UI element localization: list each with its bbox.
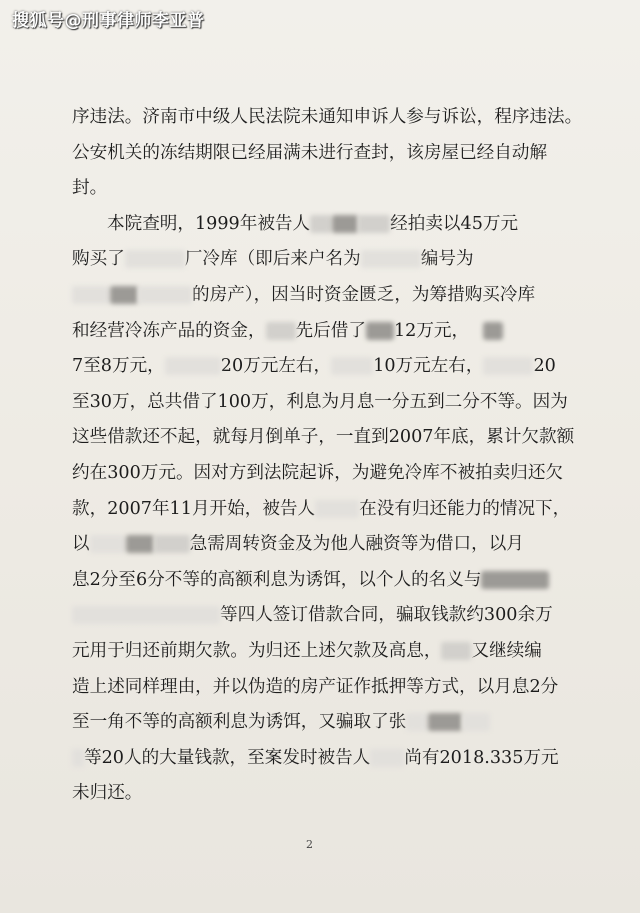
redaction [72, 286, 110, 304]
text-segment: 公安机关的冻结期限已经届满未进行查封，该房屋已经自动解 [72, 142, 548, 163]
redaction [332, 215, 358, 233]
text-line [72, 420, 575, 456]
text-segment: 等20人的大量钱款，至案发时被告人 [84, 747, 371, 768]
redaction [126, 535, 154, 553]
text-line [72, 634, 572, 670]
redaction [310, 215, 332, 233]
redaction [441, 642, 471, 660]
text-segment: 20 [533, 356, 556, 377]
redaction [266, 322, 296, 340]
text-line [72, 670, 572, 706]
redaction [483, 357, 533, 375]
text-segment: 以 [72, 534, 90, 555]
redaction [331, 357, 373, 375]
text-line [72, 705, 572, 741]
text-line [72, 598, 572, 634]
text-line [72, 527, 572, 563]
watermark: 搜狐号@刑事律师李亚普 [12, 11, 205, 31]
text-segment: 款，2007年11月开始，被告人 [72, 498, 316, 519]
redaction [483, 322, 503, 340]
text-segment: 20万元左右， [220, 356, 332, 377]
redaction [481, 571, 549, 589]
text-segment: 元用于归还前期欠款。为归还上述欠款及高息， [72, 640, 442, 661]
text-segment: 本院查明，1999年被告人 [107, 213, 311, 234]
redaction [370, 749, 404, 767]
text-segment: 约在300万元。因对方到法院起诉，为避免冷库不被拍卖归还欠 [72, 462, 564, 483]
text-line [72, 278, 572, 314]
text-line [72, 563, 572, 599]
text-line [72, 100, 583, 136]
text-line [72, 242, 572, 278]
text-line [72, 492, 572, 528]
text-segment: 经拍卖以45万元 [390, 213, 519, 234]
text-segment: 至一角不等的高额利息为诱饵，又骗取了张 [72, 712, 407, 733]
text-line [72, 741, 572, 777]
text-segment: 急需周转资金及为他人融资等为借口，以月 [189, 534, 524, 555]
redaction [72, 606, 220, 624]
text-line [72, 314, 572, 350]
text-segment: 尚有2018.335万元 [404, 747, 559, 768]
text-segment: 在没有归还能力的情况下， [359, 498, 571, 519]
redaction [428, 713, 462, 731]
redaction [366, 322, 394, 340]
text-line [72, 349, 572, 385]
document-body [72, 100, 583, 812]
text-segment: 10万元左右， [373, 356, 484, 377]
text-segment: 等四人签订借款合同，骗取钱款约300余万 [220, 605, 553, 626]
text-segment: 又继续编 [471, 640, 542, 661]
text-segment: 12万元， [393, 320, 470, 341]
text-segment: 的房产），因当时资金匮乏，为筹措购买冷库 [192, 284, 536, 305]
redaction [315, 500, 359, 518]
text-segment: 封。 [72, 178, 108, 199]
text-line [72, 207, 572, 243]
text-segment: 厂冷库（即后来户名为 [184, 249, 361, 270]
text-segment: 和经营冷冻产品的资金， [72, 320, 266, 341]
text-segment: 这些借款还不起，就每月倒单子，一直到2007年底，累计欠款额 [72, 427, 575, 448]
text-segment: 购买了 [72, 249, 125, 270]
page-number: 2 [306, 838, 313, 851]
text-line [72, 776, 572, 812]
text-segment: 编号为 [420, 249, 474, 270]
redaction [138, 286, 192, 304]
redaction [125, 250, 185, 268]
redaction [110, 286, 138, 304]
text-line [72, 385, 572, 421]
redaction [462, 713, 490, 731]
text-segment: 序违法。济南市中级人民法院未通知申诉人参与诉讼，程序违法。 [72, 107, 583, 127]
redaction [154, 535, 190, 553]
text-line [72, 136, 572, 172]
redaction [90, 535, 126, 553]
redaction [358, 215, 390, 233]
text-segment: 息2分至6分不等的高额利息为诱饵，以个人的名义与 [72, 569, 482, 590]
text-segment: 造上述同样理由，并以伪造的房产证作抵押等方式，以月息2分 [72, 676, 559, 697]
redaction [406, 713, 428, 731]
text-line [72, 456, 572, 492]
text-segment: 至30万，总共借了100万，利息为月息一分五到二分不等。因为 [72, 391, 568, 412]
text-line [72, 171, 572, 207]
redaction [165, 357, 221, 375]
redaction [361, 250, 421, 268]
text-segment: 先后借了 [295, 320, 366, 341]
text-segment: 未归还。 [72, 783, 143, 804]
text-segment: 7至8万元， [72, 356, 165, 377]
redaction [72, 749, 84, 767]
